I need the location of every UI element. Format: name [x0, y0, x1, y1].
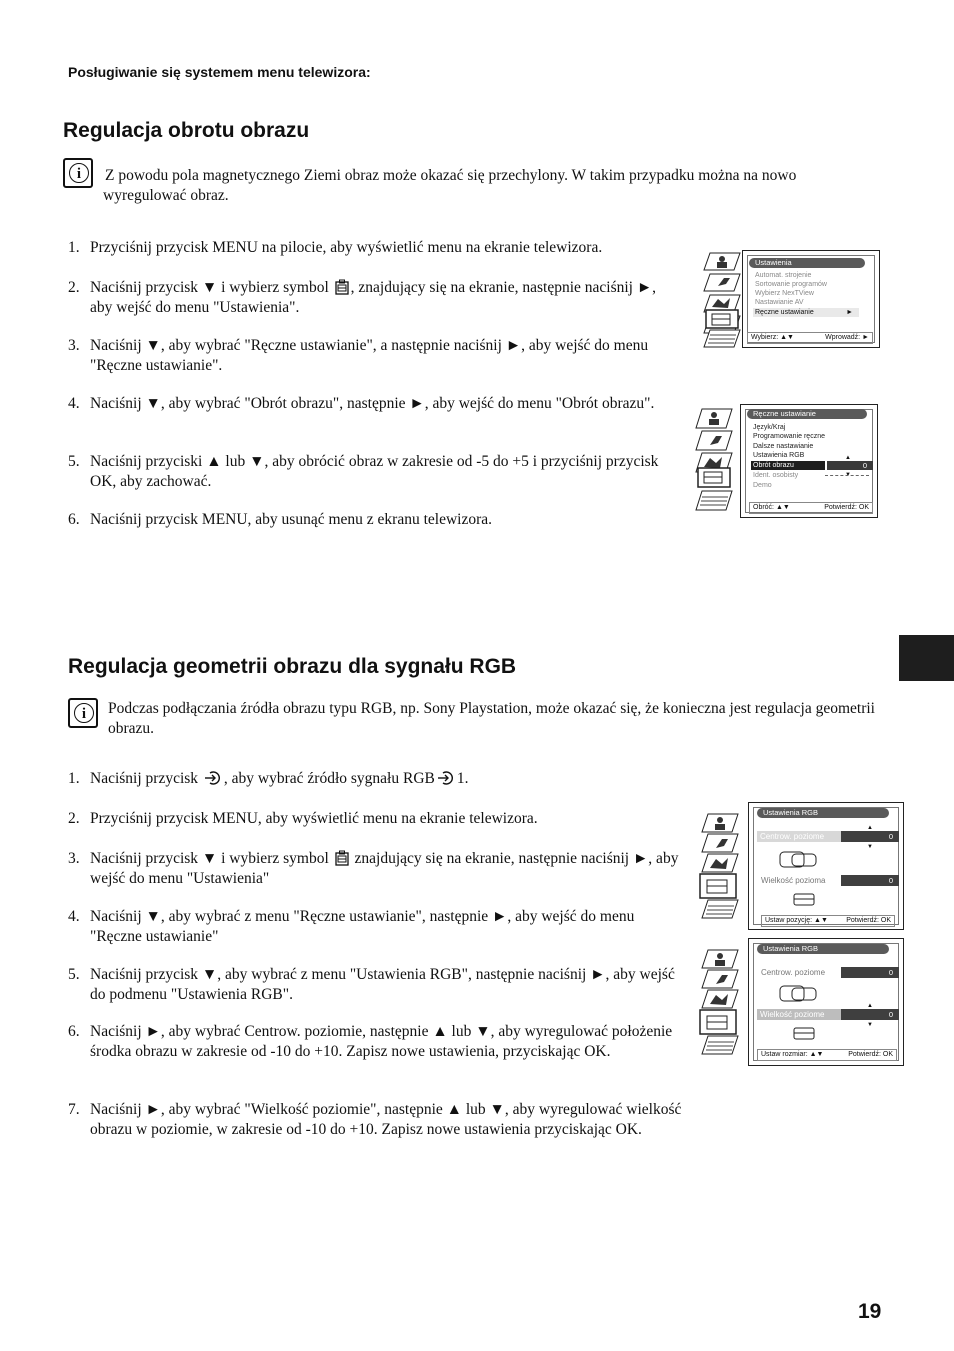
step-text: Naciśnij ▼, aby wybrać "Obrót obrazu", następnie ►, aby wejść do menu "Obrót obrazu".: [90, 395, 655, 412]
value-bar: 0: [841, 967, 899, 978]
menu-side-icons: [698, 802, 742, 930]
step-number: 6.: [68, 1023, 80, 1040]
step-number: 2.: [68, 810, 80, 827]
arrow-up-icon: ▲: [845, 455, 851, 461]
step-text: Przyciśnij przycisk MENU na pilocie, aby wyświetlić menu na ekranie telewizora.: [90, 239, 603, 256]
step-text: Naciśnij przycisk ▼ i wybierz symbol znajdujący się na ekranie, następnie naciśnij ►, aby wejść do menu "Ustawienia": [90, 850, 679, 887]
step-number: 1.: [68, 770, 80, 787]
row-label: Centrow. poziome: [761, 968, 826, 977]
menu-item: Dalsze nastawianie: [753, 443, 814, 450]
menu-title: Ustawienia RGB: [757, 944, 889, 954]
menu-footer: [747, 332, 873, 344]
menu-item: Programowanie ręczne: [753, 433, 825, 440]
step-item: [68, 849, 690, 888]
center-position-icon: [779, 985, 819, 1003]
menu-footer: [761, 915, 895, 927]
footer-right: Wprowadź: ►: [825, 334, 869, 341]
menu-item: Automat. strojenie: [755, 272, 812, 279]
step-item: [68, 452, 668, 491]
row-label: Wielkość pozioma: [761, 876, 826, 885]
step-number: 5.: [68, 966, 80, 983]
step-item: [68, 510, 668, 530]
tv-menu-rgb-size: [698, 938, 904, 1066]
step-text: Naciśnij przycisk ▼, aby wybrać z menu "Ustawienia RGB", następnie naciśnij ►, aby wejść do podmenu "Ustawienia RGB".: [90, 966, 675, 1003]
arrow-down-icon: ▼: [867, 1022, 873, 1028]
menu-side-icons: [700, 250, 744, 350]
menu-side-icons: [698, 938, 742, 1066]
menu-item-label: Ręczne ustawianie: [755, 309, 814, 316]
size-icon: [793, 893, 817, 907]
menu-footer: [757, 1049, 897, 1061]
tv-screen: [748, 938, 904, 1066]
tv-menu-rgb-position: [698, 802, 904, 930]
step-item: [68, 907, 690, 946]
step-number: 4.: [68, 395, 80, 412]
note-rotation: Z powodu pola magnetycznego Ziemi obraz może okazać się przechylony. W takim przypadku można na nowo wyregulować obraz.: [103, 167, 797, 204]
chapter-tab: [899, 635, 954, 681]
note-rgb: Podczas podłączania źródła obrazu typu RGB, np. Sony Playstation, może okazać się, że konieczna jest regulacja geometrii obrazu.: [108, 700, 875, 737]
menu-item: Język/Kraj: [753, 424, 786, 431]
step-item: [68, 278, 668, 317]
value-bar: 0: [841, 875, 899, 886]
menu-title: Ustawienia: [749, 258, 865, 268]
input-source-icon: [204, 770, 222, 786]
section-title-rgb: Regulacja geometrii obrazu dla sygnału RGB: [68, 655, 517, 678]
footer-left: Wybierz: ▲▼: [751, 334, 794, 341]
size-icon: [793, 1027, 817, 1041]
step-text: Naciśnij przyciski ▲ lub ▼, aby obrócić obraz w zakresie od -5 do +5 i przyciśnij przycisk OK, aby zachować.: [90, 453, 659, 490]
step-text: Przyciśnij przycisk MENU, aby wyświetlić menu na ekranie telewizora.: [90, 810, 538, 827]
step-text: Naciśnij ►, aby wybrać "Wielkość poziomie", następnie ▲ lub ▼, aby wyregulować wielkość obrazu w poziomie, w zakresie od -10 do +10. Zapisz nowe ustawienia przyciskając OK.: [90, 1101, 682, 1138]
section-title-rotation: Regulacja obrotu obrazu: [63, 119, 310, 142]
info-icon: i: [68, 698, 98, 728]
value-bar: 0: [841, 1009, 899, 1020]
step-item: [68, 965, 690, 1004]
menu-title: Ręczne ustawianie: [747, 409, 867, 419]
menu-item: Wybierz NexTView: [755, 290, 814, 297]
step-number: 5.: [68, 453, 80, 470]
step-item: [68, 1100, 690, 1139]
row-label-selected: Wielkość poziome: [757, 1009, 843, 1020]
setup-toolbox-icon: [335, 850, 349, 866]
footer-left: Obróć: ▲▼: [753, 504, 790, 511]
info-icon: i: [63, 158, 93, 188]
step-number: 2.: [68, 279, 80, 296]
input-source-icon: [437, 770, 455, 786]
step-number: 3.: [68, 850, 80, 867]
step-text: Naciśnij przycisk ▼ i wybierz symbol , znajdujący się na ekranie, następnie naciśnij ►, aby wejść do menu "Ustawienia".: [90, 279, 657, 316]
menu-item: Sortowanie programów: [755, 281, 827, 288]
step-item: [68, 238, 668, 258]
tv-screen: [740, 404, 878, 518]
value-scale: [825, 475, 869, 476]
tv-menu-settings: [700, 250, 880, 350]
footer-left: Ustaw rozmiar: ▲▼: [761, 1051, 824, 1058]
step-text: Naciśnij ▼, aby wybrać z menu "Ręczne ustawianie", następnie ►, aby wejść do menu "Ręczne ustawianie": [90, 908, 635, 945]
step-item: [68, 769, 690, 789]
step-number: 7.: [68, 1101, 80, 1118]
step-item: [68, 809, 690, 829]
arrow-down-icon: ▼: [845, 472, 851, 478]
footer-right: Potwierdź: OK: [824, 504, 869, 511]
step-text: Naciśnij przycisk , aby wybrać źródło sygnału RGB 1.: [90, 770, 469, 787]
footer-right: Potwierdź: OK: [846, 917, 891, 924]
arrow-up-icon: ▲: [867, 1003, 873, 1009]
arrow-right-icon: ►: [846, 309, 853, 316]
menu-side-icons: [692, 404, 738, 518]
step-number: 3.: [68, 337, 80, 354]
value-bar: 0: [827, 461, 873, 470]
menu-item: Nastawianie AV: [755, 299, 804, 306]
tv-screen: [742, 250, 880, 348]
menu-item: Ustawienia RGB: [753, 452, 805, 459]
setup-toolbox-icon: [335, 279, 349, 295]
menu-item-selected: Obrót obrazu: [751, 461, 825, 470]
footer-left: Ustaw pozycję: ▲▼: [765, 917, 828, 924]
tv-menu-manual: [692, 404, 878, 518]
arrow-up-icon: ▲: [867, 825, 873, 831]
menu-footer: [749, 502, 873, 514]
running-header: Posługiwanie się systemem menu telewizora:: [68, 64, 371, 80]
value-bar: 0: [841, 831, 899, 842]
step-item: [68, 394, 668, 414]
step-text: Naciśnij ►, aby wybrać Centrow. poziomie, następnie ▲ lub ▼, aby wyregulować położenie środka obrazu w zakresie od -10 do +10. Zapisz nowe ustawienia, przyciskając OK.: [90, 1023, 673, 1060]
step-number: 6.: [68, 511, 80, 528]
menu-title: Ustawienia RGB: [757, 808, 889, 818]
arrow-down-icon: ▼: [867, 844, 873, 850]
step-item: [68, 336, 668, 375]
step-text: Naciśnij przycisk MENU, aby usunąć menu z ekranu telewizora.: [90, 511, 493, 528]
footer-right: Potwierdź: OK: [848, 1051, 893, 1058]
menu-item: Ident. osobisty: [753, 472, 799, 479]
page-number: 19: [858, 1300, 882, 1323]
tv-screen: [748, 802, 904, 930]
step-number: 4.: [68, 908, 80, 925]
center-position-icon: [779, 851, 819, 869]
menu-item: Demo: [753, 482, 772, 489]
step-number: 1.: [68, 239, 80, 256]
step-text: Naciśnij ▼, aby wybrać "Ręczne ustawianie", a następnie naciśnij ►, aby wejść do menu "Ręczne ustawianie".: [90, 337, 649, 374]
menu-item-selected: [753, 308, 859, 317]
row-label-selected: Centrow. poziome: [757, 831, 843, 842]
step-item: [68, 1022, 690, 1061]
